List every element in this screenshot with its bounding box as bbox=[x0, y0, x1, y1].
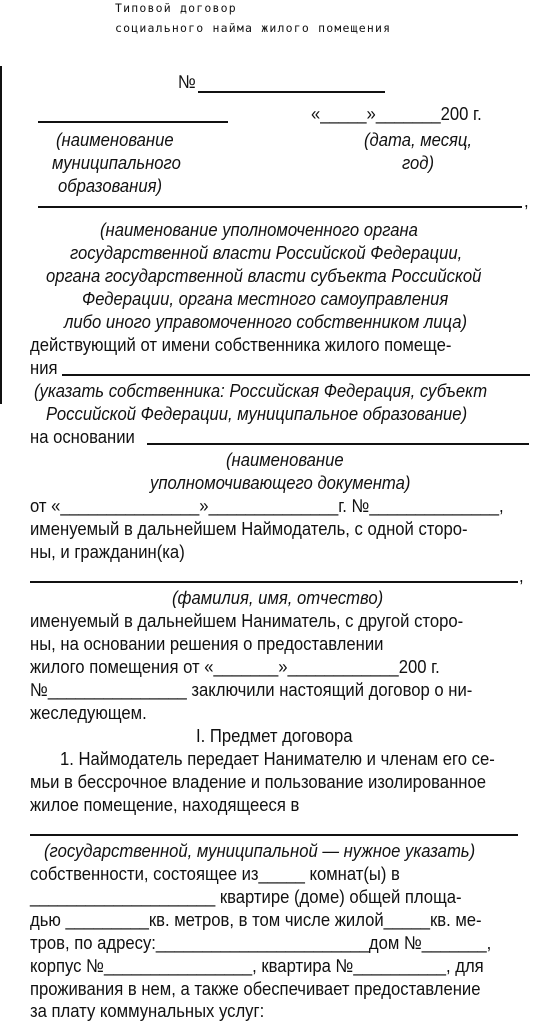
landlord-text-1: именуемый в дальнейшем Наймодатель, с одной сторо- bbox=[30, 518, 468, 539]
date-hint-2: год) bbox=[402, 152, 435, 173]
contract-date: «_____»_______200 г. bbox=[311, 103, 482, 124]
authority-hint-1: (наименование уполномоченного органа bbox=[100, 219, 418, 240]
authority-hint-4: Федерации, органа местного самоуправления bbox=[82, 288, 449, 309]
paragraph-1-line-10: за плату коммунальных услуг: bbox=[30, 1000, 265, 1021]
basis-hint-1: (наименование bbox=[226, 449, 344, 470]
municipality-hint-1: (наименование bbox=[56, 129, 174, 150]
owner-hint-2: Российской Федерации, муниципальное образование) bbox=[46, 403, 468, 424]
ownership-blank bbox=[30, 834, 518, 836]
tenant-text-2: ны, на основании решения о предоставлении bbox=[30, 633, 384, 654]
acting-text-2: ния bbox=[30, 357, 58, 378]
ownership-hint: (государственной, муниципальной — нужное указать) bbox=[44, 840, 476, 861]
fio-hint: (фамилия, имя, отчество) bbox=[172, 587, 384, 608]
contract-number-blank bbox=[198, 91, 385, 93]
paragraph-1-line-4: собственности, состоящее из_____ комнат(ы) в bbox=[30, 863, 400, 884]
header-subtitle: социального найма жилого помещения bbox=[115, 21, 392, 35]
paragraph-1-line-2: мьи в бессрочное владение и пользование изолированное bbox=[30, 771, 486, 792]
tenant-text-3: жилого помещения от «_______»____________200 г. bbox=[30, 656, 440, 677]
authority-hint-3: органа государственной власти субъекта Российской bbox=[46, 265, 482, 286]
authority-comma: , bbox=[524, 190, 529, 211]
basis-hint-2: уполномочивающего документа) bbox=[150, 472, 411, 493]
paragraph-1-line-3: жилое помещение, находящееся в bbox=[30, 794, 300, 815]
paragraph-1-line-8: корпус №________________, квартира №__________, для bbox=[30, 955, 484, 976]
authority-hint-2: государственной власти Российской Федерации, bbox=[70, 242, 463, 263]
date-hint-1: (дата, месяц, bbox=[364, 129, 473, 150]
document-date-number: от «_______________»______________г. №______________, bbox=[30, 495, 504, 516]
citizen-name-blank bbox=[30, 581, 518, 583]
acting-text-1: действующий от имени собственника жилого помеще- bbox=[30, 334, 452, 355]
paragraph-1-line-5: ____________________ квартире (доме) общей площа- bbox=[30, 886, 462, 907]
paragraph-1-line-6: дью _________кв. метров, в том числе жилой_____кв. ме- bbox=[30, 909, 482, 930]
municipality-hint-2: муниципального bbox=[52, 152, 181, 173]
paragraph-1-line-7: тров, по адресу:_______________________дом №_______, bbox=[30, 932, 492, 953]
paragraph-1-line-1: 1. Наймодатель передает Нанимателю и членам его се- bbox=[60, 748, 495, 769]
landlord-text-2: ны, и гражданин(ка) bbox=[30, 541, 185, 562]
owner-hint-1: (указать собственника: Российская Федерация, субъект bbox=[34, 380, 488, 401]
header-title: Типовой договор bbox=[115, 1, 237, 15]
tenant-text-4: №_______________ заключили настоящий договор о ни- bbox=[30, 679, 473, 700]
contract-number-label: № bbox=[178, 71, 196, 92]
authority-hint-5: либо иного управомоченного собственником лица) bbox=[64, 311, 468, 332]
authority-blank bbox=[38, 206, 522, 208]
basis-label: на основании bbox=[30, 426, 135, 447]
owner-blank bbox=[62, 374, 530, 376]
tenant-text-1: именуемый в дальнейшем Наниматель, с другой сторо- bbox=[30, 610, 464, 631]
municipality-blank bbox=[38, 121, 228, 123]
tenant-text-5: жеследующем. bbox=[30, 702, 147, 723]
basis-blank bbox=[147, 443, 529, 445]
scan-edge-divider bbox=[0, 66, 2, 404]
municipality-hint-3: образования) bbox=[58, 175, 163, 196]
section-title: I. Предмет договора bbox=[196, 725, 353, 746]
paragraph-1-line-9: проживания в нем, а также обеспечивает предоставление bbox=[30, 978, 481, 999]
citizen-trailing-comma: , bbox=[519, 565, 524, 586]
